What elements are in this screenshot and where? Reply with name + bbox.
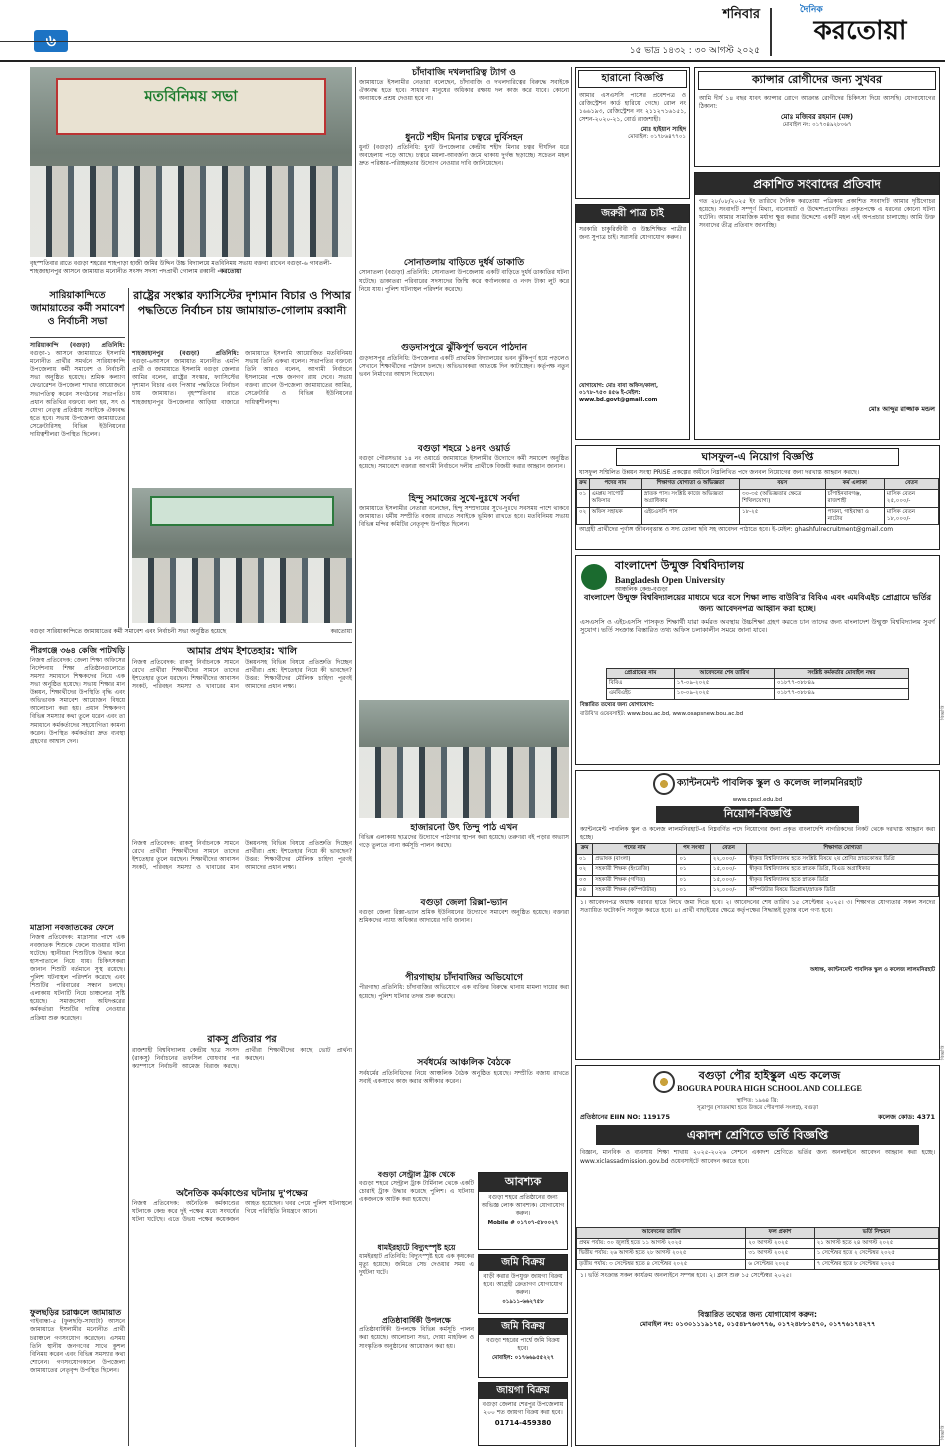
bou-table-cell: এমবিএইচ <box>607 689 675 699</box>
bou-body: এসএসসি ও এইচএসসি পাসকৃত শিক্ষার্থী যারা কর্মরত অবস্থায় উচ্চশিক্ষা গ্রহণ করতে চান তাদের জন্য বাংলাদেশ উন্মুক্ত বিশ্ববিদ্যালয় সুবর্ণ সুযোগ। ভর্তি সংক্রান্ত বিস্তারিত তথ্য অফিস চলাকালীন সময়ে জানা যাবে। <box>580 617 935 635</box>
lead-photo-caption: বৃহস্পতিবার রাতে বগুড়া শহরের শাহপাড়া হাজী জমির উদ্দিন উচ্চ বিদ্যালয়ে মতবিনিময় সভায় বক্তব্য রাখেন বগুড়া-৬ গাবতলী-শাহজাহানপুর আসনে জামায়াত মনোনীত সংসদ সদস্য পদপ্রার্থী গোলাম রব্বানী -করতোয়া <box>30 260 332 276</box>
bph-terms: ১। ভর্তি সংক্রান্ত সকল কার্যক্রম অনলাইনে সম্পন্ন হবে। ২। ক্লাস শুরু ১৫ সেপ্টেম্বর ২০২৫। <box>580 1272 792 1280</box>
center-s16-headline: প্রতিষ্ঠাবার্ষিকী উপলক্ষে <box>382 1316 451 1326</box>
ad-haranu <box>575 67 690 199</box>
bou-table-col-header: আবেদনের শেষ তারিখ <box>674 668 774 678</box>
ad-jomi-2-mobile: মোবাইল: ০১৭৬৬৯৫৫২২৭ <box>492 1354 554 1361</box>
center-s15-headline: ধামইরহাটে বিদ্যুৎস্পৃষ্ট হয়ে <box>377 1243 456 1253</box>
bph-table-row <box>577 1238 939 1248</box>
bou-table <box>606 668 909 700</box>
ghasful-table-col-header: বেতন <box>884 479 938 489</box>
center-s5-body: বগুড়া পৌরসভার ১৪ নং ওয়ার্ডে জামায়াতে ইসলামীর উদ্যোগে কর্মী সমাবেশ অনুষ্ঠিত হয়েছে। সমাবেশে বক্তারা আগামী নির্বাচনে দলীয় প্রার্থীকে বিজয়ী করার আহ্বান জানান। <box>359 454 569 470</box>
cantonment-table-row <box>577 854 939 864</box>
bph-table-cell: ৩১ আগস্ট ২০২৫ <box>746 1249 814 1259</box>
ad-protibad-name: মোঃ আব্দুর রাজ্জাক মন্ডল <box>868 405 935 414</box>
ad-jayga-title: জায়গা বিক্রয় <box>479 1383 567 1399</box>
ad-haranu-phone: মোবাইল: ০১৭৮৬৪৭৭০১ <box>628 133 686 140</box>
center-s11-headline: বগুড়া জেলা রিক্সা-ভ্যান <box>420 898 508 909</box>
left-story1-headline-box <box>30 290 125 338</box>
interview-body: নিজস্ব প্রতিবেদক: রাকসু নির্বাচনকে সামনে রেখে প্রার্থীরা শিক্ষার্থীদের সামনে তাদের ইশতেহার তুলে ধরছেন। শিক্ষার্থীদের আবাসন সংকট, পরিবহন সমস্যা ও খাবারের মান উন্নয়নসহ বিভিন্ন বিষয়ে প্রতিশ্রুতি দিচ্ছেন প্রার্থীরা। প্রশ্ন: ইশতেহার নিয়ে কী ভাবছেন? উত্তর: শিক্ষার্থীদের মৌলিক চাহিদা পূরণই আমাদের প্রধান লক্ষ্য। <box>132 658 352 691</box>
ghasful-table-cell: ৩০-৩৫ (অভিজ্ঞতার ক্ষেত্রে শিথিলযোগ্য) <box>740 489 826 507</box>
photo-crowd <box>30 166 352 257</box>
ghasful-table-col-header: কর্ম এলাকা <box>825 479 884 489</box>
clash-story <box>132 1188 352 1446</box>
cantonment-table <box>576 843 939 896</box>
side-code: বিজ্ঞপ্তি <box>940 1425 946 1440</box>
side-code: বিজ্ঞপ্তি <box>940 705 946 720</box>
ghasful-table-cell: ০২ <box>577 507 590 525</box>
interview-story <box>132 646 352 836</box>
bou-table-row <box>607 689 909 699</box>
left-story2-body: নিজস্ব প্রতিবেদক: জেলা শিক্ষা অফিসের নির্দেশনায় শিক্ষা প্রতিষ্ঠানগুলোতে সমস্যা সমাধানে শিক্ষকদের নিয়ে এক সভা অনুষ্ঠিত হয়েছে। সভায় শিক্ষার মান উন্নয়ন, শিক্ষার্থীদের উপস্থিতি বৃদ্ধি এবং অভিভাবক সমাবেশ আয়োজন বিষয়ে আলোচনা করা হয়। প্রধান শিক্ষকগণ বিভিন্ন সমস্যার কথা তুলে ধরেন এবং তা সমাধানে কর্মকর্তাদের সহযোগিতা কামনা করেন। উপস্থিত কর্মকর্তারা দ্রুত ব্যবস্থা গ্রহণের আশ্বাস দেন। <box>30 656 125 745</box>
ad-haranu-body: আমার এসএসসি পাসের প্রবেশপত্র ও রেজিস্ট্রেশন কার্ড হারিয়ে গেছে। রোল নং ১৬৬১৯৩, রেজিস্ট্রেশন নং ২১১২৭১৬১৫১, সেশন-২০২০-২১, বোর্ড রাজশাহী। <box>579 91 686 123</box>
bou-table-cell: বিবিএ <box>607 679 675 689</box>
cantonment-table-cell: ২২,০০০/- <box>710 854 746 864</box>
bph-table-cell: প্রথম পর্যায়: ৩০ জুলাই হতে ১১ আগস্ট ২০২৫ <box>577 1238 746 1248</box>
ad-cancer-phone: মোবাইল নং: ০১৭৩৪৯২৮০৬৭ <box>782 122 852 129</box>
bph-address: সূত্রাপুর (সাতমাথা হতে উত্তরে পৌরপার্ক সংলগ্ন), বগুড়া <box>697 1105 818 1112</box>
cantonment-table-cell: ০৩ <box>577 875 593 885</box>
section-rule <box>30 642 352 643</box>
raksu-headline: রাকসু প্রতিরার পর <box>207 1034 277 1045</box>
center-photo <box>359 700 569 818</box>
cantonment-table-cell: প্রভাষক (বাংলা) <box>593 854 677 864</box>
lead-story-body: শাহজাহানপুর (বগুড়া) প্রতিনিধি: বগুড়া-৬আসনে জামায়াত মনোনীত এমপি প্রার্থী ও জামায়াতে ইসলামি বগুড়া জেলার আমির বলেন, রাষ্ট্রের সংস্কার, ফ্যাসিস্টের দৃশ্যমান বিচার এবং পিআর পদ্ধতিতে নির্বাচন চায় জামায়াত। বৃহস্পতিবার রাতে শাহজাহানপুর উপজেলার আড়িয়া বাজারে জামায়াতে ইসলামি আয়োজিত মতবিনিময় সভায় তিনি একথা বলেন। সভাপতির বক্তব্যে তিনি আরও বলেন, আগামী নির্বাচনে ইসলামের পক্ষে জনগণ রায় দেবে। সভায় বক্তব্য রাখেন উপজেলা জামায়াতের আমির, সেক্রেটারি ও বিভিন্ন ইউনিয়নের দায়িত্বশীলবৃন্দ। <box>132 350 352 406</box>
ghasful-table-col-header: বয়স <box>740 479 826 489</box>
bph-code: কলেজ কোড: 4371 <box>878 1113 935 1122</box>
bph-table-col-header: ভর্তি নিশ্চয়ন <box>814 1228 938 1238</box>
clash-body: নিজস্ব প্রতিবেদক: অনৈতিক কর্মকাণ্ডের ঘটনাকে কেন্দ্র করে দুই পক্ষের মধ্যে সংঘর্ষের ঘটনা ঘটেছে। এতে উভয় পক্ষের কয়েকজন আহত হয়েছেন। খবর পেয়ে পুলিশ ঘটনাস্থলে গিয়ে পরিস্থিতি নিয়ন্ত্রণে আনে। <box>132 1200 352 1224</box>
ad-jayga-mobile: 01714-459380 <box>494 1418 552 1427</box>
bou-table-col-header: সংশ্লিষ্ট কর্মকর্তার মোবাইল নম্বর <box>774 668 908 678</box>
raksu-body: রাজশাহী বিশ্ববিদ্যালয় কেন্দ্রীয় ছাত্র সংসদ (রাকসু) নির্বাচনের তফসিল ঘোষণার পর ক্যাম্পাসে নির্বাচনী আমেজ বিরাজ করছে। প্রার্থীরা শিক্ষার্থীদের কাছে ভোট প্রার্থনা করছেন। <box>132 1046 352 1070</box>
cantonment-table-col-header: বেতন <box>710 844 746 854</box>
ad-cantonment <box>575 770 940 1060</box>
newspaper-logo: করতোয়া <box>813 16 907 46</box>
bou-table-cell: ০১৮৭৭-৩৮৮৪৯ <box>774 679 908 689</box>
cantonment-table-col-header: পদের নাম <box>593 844 677 854</box>
cantonment-table-row <box>577 886 939 896</box>
ad-ghasful-title: ঘাসফুল-এ নিয়োগ বিজ্ঞপ্তি <box>616 448 899 466</box>
ghasful-table <box>576 478 939 525</box>
left-story3-headline: মাদ্রাসা নবজাতকের ফেলে <box>30 922 114 932</box>
ghasful-table-cell: মাসিক বেতন ১৮,০০০/- <box>884 507 938 525</box>
cantonment-table-col-header: শিক্ষাগত যোগ্যতা <box>747 844 939 854</box>
ghasful-table-cell: চাঁপাইনবাবগঞ্জ, রাজশাহী <box>825 489 884 507</box>
ghasful-table-row <box>577 507 939 525</box>
header-rule <box>0 41 720 42</box>
ad-bou <box>575 555 940 765</box>
bou-logo-icon <box>581 564 607 590</box>
ghasful-table-col-header: পদের নাম <box>589 479 641 489</box>
cantonment-table-cell: ০১ <box>677 854 711 864</box>
bph-table-cell: ২১ আগস্ট হতে ২৪ আগস্ট ২০২৫ <box>814 1238 938 1248</box>
left-story4-headline: ফুলছড়ির চরাঞ্চলে জামায়াত <box>30 1307 122 1317</box>
interview-continued <box>132 840 352 1030</box>
cantonment-table-cell: সহকারী শিক্ষক (গণিত) <box>593 875 677 885</box>
cantonment-table-cell: স্বীকৃত বিশ্ববিদ্যালয় হতে স্নাতক ডিগ্রি <box>747 875 939 885</box>
left-story1-headline: সারিয়াকান্দিতে জামায়াতের কর্মী সমাবেশ ও নির্বাচনী সভা <box>30 290 125 327</box>
ad-jayga-body: বগুড়া জেলার শেরপুর উপজেলায় ২০০ শত জায়গা বিক্রয় করা হবে। <box>482 1400 564 1416</box>
cantonment-web: www.cpscl.edu.bd <box>732 797 783 803</box>
ghasful-table-cell: ১৮-২৫ <box>740 507 826 525</box>
center-photo-crowd <box>359 747 569 818</box>
bou-contact: বিস্তারিত তথ্যের জন্য যোগাযোগ: <box>580 701 654 708</box>
photo-banner: মতবিনিময় সভা <box>56 78 326 135</box>
ad-jomi-1-body: বাড়ী করার উপযুক্ত জায়গা বিক্রয় হবে। আগ্রহী ক্রেতাগণ যোগাযোগ করুন। <box>483 1272 563 1296</box>
cantonment-table-col-header: পদ সংখ্যা <box>677 844 711 854</box>
ad-ghasful-footer: আগ্রহী প্রার্থীদের পূর্ণাঙ্গ জীবনবৃত্তান্ত ও সদ্য তোলা ছবি সহ আবেদন পাঠাতে হবে। ই-মেইল: ghashfulrecruitment@gmail.com <box>579 526 894 534</box>
bph-contact: মোবাইল নং: ০১৩০১১১৯১৭৫, ০১৫৪৮৭৬৩৭৭৬, ০১৭২৪৮৮১৫৭০, ০১৭৭৬১৭৪২৭৭ <box>639 1320 876 1329</box>
bph-notice-title: একাদশ শ্রেণিতে ভর্তি বিজ্ঞপ্তি <box>596 1125 919 1145</box>
lead-photo <box>30 67 352 257</box>
bph-title-en: BOGURA POURA HIGH SCHOOL AND COLLEGE <box>677 1083 862 1093</box>
left-story2-headline: পীরগঞ্জে ৩৬৪ কেজি পাটখড়ি <box>30 646 126 655</box>
ad-joruri-body: সরকারি চাকুরিজীবী ও উচ্চশিক্ষিত পাত্রীর জন্য সুপাত্র চাই। সরাসরি যোগাযোগ করুন। <box>579 225 686 241</box>
center-top-stories <box>359 67 569 697</box>
bph-table-row <box>577 1259 939 1269</box>
ad-cancer-body: আমি দীর্ঘ ১৪ বছর যাবৎ ক্যান্সার রোগে আক্রান্ত রোগীদের চিকিৎসা দিয়ে আসছি। যোগাযোগের ঠিকানা: <box>699 94 935 110</box>
header-day: শনিবার <box>722 7 760 22</box>
ad-jayga <box>478 1382 568 1446</box>
center-s10-headline: হাজারনো উৎ তিন্দু পাঠ এখন <box>410 823 518 833</box>
bou-table-col-header: প্রোগ্রামের নাম <box>607 668 675 678</box>
left-story4-body: গাইবান্ধা-৫ (ফুলছড়ি-সাঘাটা) আসনে জামায়াতে ইসলামীর মনোনীত প্রার্থী চরাঞ্চলে গণসংযোগ করেছেন। এসময় তিনি স্থানীয় জনগণের সাথে কুশল বিনিময় করেন এবং বিভিন্ন সমস্যার কথা শোনেন। গণসংযোগকালে উপজেলা জামায়াতের নেতৃবৃন্দ উপস্থিত ছিলেন। <box>30 1318 125 1374</box>
ad-protibad <box>694 172 940 440</box>
bph-table <box>576 1227 939 1270</box>
bph-table-cell: ৭ সেপ্টেম্বর হতে ৮ সেপ্টেম্বর ২০২৫ <box>814 1259 938 1269</box>
center-s1-body: জামায়াতে ইসলামীর নেতারা বলেছেন, চাঁদাবাজি ও দখলদারিত্বের বিরুদ্ধে সবাইকে ঐক্যবদ্ধ হতে হবে। সাধারণ মানুষের অধিকার রক্ষায় দল কাজ করে যাবে। কোনো অন্যায়কে প্রশ্রয় দেওয়া হবে না। <box>359 79 569 103</box>
bou-web: বাউবি'র ওয়েবসাইট: www.bou.ac.bd, www.osapsnew.bou.ac.bd <box>580 711 744 718</box>
ghasful-table-col-header: শিক্ষাগত যোগ্যতা ও অভিজ্ঞতা <box>641 479 739 489</box>
clash-headline: অনৈতিক কর্মকাণ্ডের ঘটনায় দু'পক্ষের <box>176 1189 308 1199</box>
raksu-story <box>132 1034 352 1184</box>
bph-estd: স্থাপিত: ১৯৬৪ খ্রি: <box>736 1097 779 1104</box>
center-s16-body: প্রতিষ্ঠাবার্ষিকী উপলক্ষে বিভিন্ন কর্মসূচি পালন করা হয়েছে। আলোচনা সভা, দোয়া মাহফিল ও সাংস্কৃতিক অনুষ্ঠানের আয়োজন করা হয়। <box>359 1326 474 1350</box>
bou-name-en: Bangladesh Open University <box>614 574 725 585</box>
center-s14-headline: বগুড়া সেন্ট্রাল ট্রাক থেকে <box>377 1170 456 1179</box>
bou-header <box>576 556 939 592</box>
ghasful-table-cell: মাসিক বেতন ২৫,০০০/- <box>884 489 938 507</box>
ad-jomi-1 <box>478 1254 568 1314</box>
ad-haranu-name: মোঃ হাইয়ান সাহিদ <box>640 125 686 133</box>
bou-name-bn: বাংলাদেশ উন্মুক্ত বিশ্ববিদ্যালয় <box>614 559 744 572</box>
bph-eiin: প্রতিষ্ঠানের EIIN NO: 119175 <box>580 1113 670 1122</box>
ad-cancer-name: মোঃ মজিবর রহমান (মঙ্গ) <box>780 113 854 122</box>
center-bottom-stories <box>359 1170 474 1446</box>
ad-bogura-poura <box>575 1065 940 1446</box>
ad-ghasful <box>575 445 940 550</box>
ad-cancer <box>694 67 940 167</box>
ad-abosshok-body: বগুড়া শহরে প্রতিষ্ঠানের জন্য অভিজ্ঞ লোক আবশ্যক। যোগাযোগ করুন। <box>481 1193 565 1218</box>
cantonment-table-cell: ১২,০০০/- <box>710 886 746 896</box>
left-photo-caption: বগুড়া সারিয়াকান্দিতে জামায়াতের কর্মী সমাবেশ এবং নির্বাচনী সভা অনুষ্ঠিত হয়েছে করতোয়া <box>30 628 352 635</box>
ad-jomi-2-title: জমি বিক্রয় <box>479 1319 567 1335</box>
center-s13-headline: সর্বধর্মের আঞ্চলিক বৈঠকে <box>417 1058 511 1069</box>
ad-ghasful-intro: ঘাসফুল সম্মিলিত উন্নয়ন সংস্থা PRISE প্রকল্পের অধীনে নিম্নলিখিত পদে জনবল নিয়োগের জন্য দরখাস্ত আহ্বান করছে। <box>579 469 860 477</box>
ad-haranu-title: হারানো বিজ্ঞপ্তি <box>578 70 687 88</box>
column-rule <box>355 67 356 1447</box>
center-lower-stories <box>359 822 569 1167</box>
cantonment-table-col-header: ক্রম <box>577 844 593 854</box>
ad-protibad-body: গত ২৮/০৮/২০২৫ ইং তারিখে দৈনিক করতোয়া পত্রিকায় প্রকাশিত সংবাদটি আমার দৃষ্টিগোচর হয়েছে। সংবাদটি সম্পূর্ণ মিথ্যা, বানোয়াট ও উদ্দেশ্যপ্রণোদিত। প্রকৃতপক্ষে এ ধরনের কোনো ঘটনা ঘটেনি। আমার সামাজিক মর্যাদা ক্ষুণ্ণ করার উদ্দেশ্যে একটি মহল এই অপপ্রচার চালাচ্ছে। আমি উক্ত সংবাদের তীব্র প্রতিবাদ জানাচ্ছি। <box>699 198 935 230</box>
column-rule <box>128 646 129 1446</box>
cantonment-table-cell: সহকারী শিক্ষক (ইংরেজি) <box>593 865 677 875</box>
ghasful-table-cell: এমপ্লয় সাপোর্ট অফিসার <box>589 489 641 507</box>
center-s5-headline: বগুড়া শহরে ১৪নং ওয়ার্ড <box>417 443 511 454</box>
center-s13-body: সর্বধর্মের প্রতিনিধিদের নিয়ে আঞ্চলিক বৈঠক অনুষ্ঠিত হয়েছে। সম্প্রীতি বজায় রাখতে সবাই একসাথে কাজ করার অঙ্গীকার করেন। <box>359 1069 569 1085</box>
center-s11-body: বগুড়া জেলা রিক্সা-ভ্যান শ্রমিক ইউনিয়নের উদ্যোগে সমাবেশ অনুষ্ঠিত হয়েছে। বক্তারা শ্রমিকদের ন্যায্য অধিকার আদায়ের দাবি জানান। <box>359 909 569 925</box>
ad-abosshok-title: আবশ্যক <box>479 1173 567 1192</box>
cantonment-table-cell: ০১ <box>677 865 711 875</box>
center-s12-headline: পীরগাছায় চাঁদাবাজির অভিযোগে <box>405 973 523 984</box>
cantonment-table-cell: ০১ <box>677 875 711 885</box>
center-s3-headline: সোনাতলায় বাড়িতে দুর্ধর্ষ ডাকাতি <box>403 258 525 269</box>
bph-table-cell: ২০ আগস্ট ২০২৫ <box>746 1238 814 1248</box>
center-s6-headline: হিন্দু সমাজের সুখে-দুঃখে সর্বদা <box>408 493 520 504</box>
ad-joruri-title: জরুরী পাত্র চাই <box>576 205 689 223</box>
cantonment-title: ক্যান্টনমেন্ট পাবলিক স্কুল ও কলেজ লালমনিরহাট <box>676 777 862 789</box>
header-separator <box>770 8 772 56</box>
lead-headline: রাষ্ট্রের সংস্কার ফ্যাসিস্টের দৃশ্যমান বিচার ও পিআর পদ্ধতিতে নির্বাচন চায় জামায়াত-গোলাম রব্বানী <box>133 289 351 318</box>
cantonment-table-cell: ১৫,০০০/- <box>710 875 746 885</box>
ghasful-table-cell: এইচএসসি পাস <box>641 507 739 525</box>
bou-table-row <box>607 679 909 689</box>
lead-headline-box <box>132 288 352 346</box>
cantonment-terms: ১। আবেদনপত্র অধ্যক্ষ বরাবর হাতে লিখে জমা দিতে হবে। ২। আবেদনের শেষ তারিখ ১৫ সেপ্টেম্বর ২০২৫। ৩। শিক্ষাগত যোগ্যতার সকল সনদের সত্যায়িত ফটোকপি সংযুক্ত করতে হবে। ৪। প্রার্থী বাছাইয়ের ক্ষেত্রে কর্তৃপক্ষের সিদ্ধান্তই চূড়ান্ত বলে গণ্য হবে। <box>580 898 935 914</box>
ghasful-table-cell: পাবনা, গাইবান্ধা ও নাটোর <box>825 507 884 525</box>
column-rule <box>128 288 129 628</box>
bph-title-bn: বগুড়া পৌর হাইস্কুল এন্ড কলেজ <box>698 1069 841 1082</box>
cantonment-table-cell: স্বীকৃত বিশ্ববিদ্যালয় হতে সংশ্লিষ্ট বিষয়ে ২য় শ্রেণির স্নাতকোত্তর ডিগ্রি <box>747 854 939 864</box>
center-s4-body: গুড়দাসপুর প্রতিনিধি: উপজেলার একটি প্রাথমিক বিদ্যালয়ের ভবন ঝুঁকিপূর্ণ হয়ে পড়লেও সেখানে শিক্ষার্থীদের পাঠদান চলছে। অভিভাবকরা আতঙ্কে দিন কাটাচ্ছেন। কর্তৃপক্ষ নতুন ভবন নির্মাণের আশ্বাস দিয়েছেন। <box>359 354 569 378</box>
center-s1-headline: চাঁদাবাজি দখলদারিত্ব ট্যাগ ও <box>412 68 516 78</box>
left-photo-2 <box>132 488 352 623</box>
cantonment-table-cell: সহকারী শিক্ষক (কম্পিউটার) <box>593 886 677 896</box>
interview-headline: আমার প্রথম ইশতেহার: খালি <box>187 646 297 657</box>
center-s4-headline: গুড়দাসপুরে ঝুঁকিপূর্ণ ভবনে পাঠদান <box>401 343 527 354</box>
ghasful-table-row <box>577 489 939 507</box>
bph-table-cell: দ্বিতীয় পর্যায়: ২৬ আগস্ট হতে ২৮ আগস্ট ২০২৫ <box>577 1249 746 1259</box>
bou-table-cell: ১০-০৯-২০২৫ <box>674 689 774 699</box>
ghasful-table-cell: অফিস সহায়ক <box>589 507 641 525</box>
cantonment-table-cell: স্বীকৃত বিশ্ববিদ্যালয় হতে স্নাতক ডিগ্রি, বিএড অগ্রাধিকার <box>747 865 939 875</box>
bph-table-cell: ৬ সেপ্টেম্বর ২০২৫ <box>746 1259 814 1269</box>
ad-jomi-1-mobile: ০১৯১১-৬৬২৭৫৮ <box>502 1298 544 1305</box>
center-s2-headline: ধুনটে শহীদ মিনার চত্বরে দুর্বিসহন <box>405 133 523 144</box>
center-s10-body: বিভিন্ন এলাকায় ছাত্রদের উদ্যোগে পাঠাগার স্থাপন করা হয়েছে। তরুণরা বই পড়ার অভ্যাস গড়ে তুলতে নানা কর্মসূচি পালন করছে। <box>359 834 569 850</box>
cantonment-table-cell: ০২ <box>577 865 593 875</box>
newspaper-logo-prefix: দৈনিক <box>800 5 823 15</box>
bph-contact-label: বিস্তারিত তথ্যের জন্য যোগাযোগ করুন: <box>698 1310 817 1320</box>
cantonment-table-row <box>577 865 939 875</box>
center-s2-body: ধুনট (বগুড়া) প্রতিনিধি: ধুনট উপজেলার কেন্দ্রীয় শহীদ মিনার চত্বর দীর্ঘদিন ধরে অবহেলায় পড়ে আছে। চত্বরে ময়লা-আবর্জনা জমে থাকায় দুর্গন্ধ ছড়াচ্ছে। সচেতন মহল দ্রুত পরিষ্কার-পরিচ্ছন্নতার উদ্যোগ নেওয়ার দাবি জানিয়েছেন। <box>359 144 569 168</box>
ad-joruri-contact: যোগাযোগ: মোঃ বাবা অফিস/কালা, ০১৭৮-৭৫৩ ৪৫৬ ই-মেইল: www.bd.govt@gmail.com <box>579 382 659 404</box>
ad-jomi-2 <box>478 1318 568 1378</box>
ad-abosshok <box>478 1172 568 1250</box>
photo-crowd-2 <box>132 558 352 623</box>
cantonment-table-cell: ০৪ <box>577 886 593 896</box>
interview-body-continued: নিজস্ব প্রতিবেদক: রাকসু নির্বাচনকে সামনে রেখে প্রার্থীরা শিক্ষার্থীদের সামনে তাদের ইশতেহার তুলে ধরছেন। শিক্ষার্থীদের আবাসন সংকট, পরিবহন সমস্যা ও খাবারের মান উন্নয়নসহ বিভিন্ন বিষয়ে প্রতিশ্রুতি দিচ্ছেন প্রার্থীরা। প্রশ্ন: ইশতেহার নিয়ে কী ভাবছেন? উত্তর: শিক্ষার্থীদের মৌলিক চাহিদা পূরণই আমাদের প্রধান লক্ষ্য। <box>132 840 352 872</box>
bou-headline: বাংলাদেশ উন্মুক্ত বিশ্ববিদ্যালয়ের মাধ্যমে ঘরে বসে শিক্ষা লাভ বাউবি'র বিবিএ এবং এমবিএইচ প্রোগ্রামে ভর্তির জন্য আবেদনপত্র আহ্বান করা হচ্ছে। <box>583 593 932 613</box>
header-date: ১৫ ভাদ্র ১৪৩২ : ৩০ আগস্ট ২০২৫ <box>629 46 760 56</box>
page-header <box>0 0 945 62</box>
ad-jomi-1-title: জমি বিক্রয় <box>479 1255 567 1271</box>
ghasful-table-cell: ০১ <box>577 489 590 507</box>
bph-table-col-header: আবেদনের তারিখ <box>577 1228 746 1238</box>
photo-banner-2 <box>150 496 335 526</box>
center-s6-body: জামায়াতে ইসলামীর নেতারা বলেছেন, হিন্দু সম্প্রদায়ের সুখে-দুঃখে সবসময় পাশে থাকবে জামায়াত। ধর্মীয় সম্প্রীতি বজায় রাখতে সবাইকে ভূমিকা রাখতে হবে। মতবিনিময় সভায় বিভিন্ন মন্দির কমিটির নেতৃবৃন্দ উপস্থিত ছিলেন। <box>359 504 569 529</box>
bou-center: আঞ্চলিক কেন্দ্র-বগুড়া <box>614 585 668 593</box>
cantonment-table-cell: ০১ <box>677 886 711 896</box>
center-s3-body: সোনাতলা (বগুড়া) প্রতিনিধি: সোনাতলা উপজেলায় একটি বাড়িতে দুর্ধর্ষ ডাকাতির ঘটনা ঘটেছে। ডাকাতরা পরিবারের সদস্যদের জিম্মি করে স্বর্ণালংকার ও নগদ টাকা লুট করে নিয়ে যায়। পুলিশ ঘটনাস্থল পরিদর্শন করেছে। <box>359 269 569 293</box>
left-column-stories <box>30 646 125 1451</box>
bou-table-cell: ০১৮৭৭-৩৮৮৪৯ <box>774 689 908 699</box>
cantonment-logo-icon <box>653 773 675 795</box>
ad-protibad-title: প্রকাশিত সংবাদের প্রতিবাদ <box>695 173 939 195</box>
center-s15-body: ধামইরহাট প্রতিনিধি: বিদ্যুৎস্পৃষ্ট হয়ে এক কৃষকের মৃত্যু হয়েছে। জমিতে সেচ দেওয়ার সময় এ দুর্ঘটনা ঘটে। <box>359 1253 474 1277</box>
bou-table-cell: ১৭-০৯-২০২৫ <box>674 679 774 689</box>
bph-table-cell: তৃতীয় পর্যায়: ৩ সেপ্টেম্বর হতে ৪ সেপ্টেম্বর ২০২৫ <box>577 1259 746 1269</box>
side-code: বিজ্ঞপ্তি <box>940 1045 946 1060</box>
ad-joruri <box>575 204 690 440</box>
left-story1-body: সারিয়াকান্দি (বগুড়া) প্রতিনিধি: বগুড়া-১ আসনে জামায়াতে ইসলামি মনোনীত প্রার্থীর সমর্থনে সারিয়াকান্দি উপজেলায় কর্মী সমাবেশ ও নির্বাচনী সভা অনুষ্ঠিত হয়েছে। শ্রমিক কল্যাণ ফেডারেশন উপজেলা শাখার আয়োজনে সভাপতিত্ব করেন সংগঠনের সভাপতি। প্রধান অতিথির বক্তব্যে বলা হয়, সৎ ও যোগ্য নেতৃত্ব প্রতিষ্ঠায় সবাইকে ঐক্যবদ্ধ হতে হবে। সভায় উপজেলা জামায়াতের সেক্রেটারিসহ বিভিন্ন ইউনিয়নের দায়িত্বশীলরা উপস্থিত ছিলেন। <box>30 342 125 439</box>
bph-table-col-header: ফল প্রকাশ <box>746 1228 814 1238</box>
cantonment-table-cell: ১৫,০০০/- <box>710 865 746 875</box>
bph-intro: বিজ্ঞান, মানবিক ও ব্যবসায় শিক্ষা শাখায় ২০২৫-২০২৬ সেশনে একাদশ শ্রেণিতে ভর্তির জন্য অনলাইনে আবেদন আহ্বান করা হচ্ছে। www.xiclassadmission.gov.bd ওয়েবসাইটে আবেদন করতে হবে। <box>580 1149 935 1165</box>
left-story3-body: নিজস্ব প্রতিবেদক: মাদ্রাসার পাশে এক নবজাতক শিশুকে ফেলে যাওয়ার ঘটনা ঘটেছে। স্থানীয়রা শিশুটিকে উদ্ধার করে হাসপাতালে নিয়ে যায়। চিকিৎসকরা জানান শিশুটি বর্তমানে সুস্থ রয়েছে। পুলিশ ঘটনাস্থল পরিদর্শন করেছে এবং শিশুটির পরিবারের সন্ধান চলছে। এলাকায় ঘটনাটি নিয়ে চাঞ্চল্যের সৃষ্টি হয়েছে। সমাজসেবা অধিদপ্তরের কর্মকর্তারা শিশুটির দায়িত্ব নেওয়ার প্রক্রিয়া শুরু করেছেন। <box>30 933 125 1022</box>
ghasful-table-cell: স্নাতক পাস। সংশ্লিষ্ট কাজে অভিজ্ঞতা অগ্রাধিকার <box>641 489 739 507</box>
cantonment-table-cell: ০১ <box>577 854 593 864</box>
ad-jomi-2-body: বগুড়া শহরের পার্শ্বে জমি বিক্রয় হবে। <box>486 1336 560 1352</box>
bph-table-cell: ১ সেপ্টেম্বর হতে ২ সেপ্টেম্বর ২০২৫ <box>814 1249 938 1259</box>
cantonment-table-row <box>577 875 939 885</box>
cantonment-intro: ক্যান্টনমেন্ট পাবলিক স্কুল ও কলেজ লালমনিরহাট-এ নিম্নবর্ণিত পদে নিয়োগের জন্য প্রকৃত বাংলাদেশি নাগরিকদের নিকট থেকে দরখাস্ত আহ্বান করা হচ্ছে। <box>580 826 935 842</box>
cantonment-sign: অধ্যক্ষ, ক্যান্টনমেন্ট পাবলিক স্কুল ও কলেজ লালমনিরহাট <box>809 966 935 973</box>
column-rule <box>571 67 572 1447</box>
cantonment-notice-title: নিয়োগ-বিজ্ঞপ্তি <box>656 806 859 823</box>
ghasful-table-col-header: ক্রম <box>577 479 590 489</box>
ad-abosshok-mobile: Mobile # ০১৭০৭-৫৮০০২৭ <box>487 1220 559 1227</box>
ad-cancer-title: ক্যান্সার রোগীদের জন্য সুখবর <box>698 71 936 90</box>
center-s14-body: বগুড়া শহরে সেন্ট্রাল ট্রাক টার্মিনাল থেকে একটি চোরাই ট্রাক উদ্ধার করেছে পুলিশ। এ ঘটনায় একজনকে আটক করা হয়েছে। <box>359 1180 474 1204</box>
center-s12-body: পীরগাছা প্রতিনিধি: চাঁদাবাজির অভিযোগে এক ব্যক্তির বিরুদ্ধে থানায় মামলা দায়ের করা হয়েছে। পুলিশ ঘটনার তদন্ত শুরু করেছে। <box>359 984 569 1000</box>
cantonment-table-cell: কম্পিউটার বিষয়ে ডিপ্লোমা/স্নাতক ডিগ্রি <box>747 886 939 896</box>
bph-logo-icon <box>653 1071 675 1093</box>
bph-table-row <box>577 1249 939 1259</box>
